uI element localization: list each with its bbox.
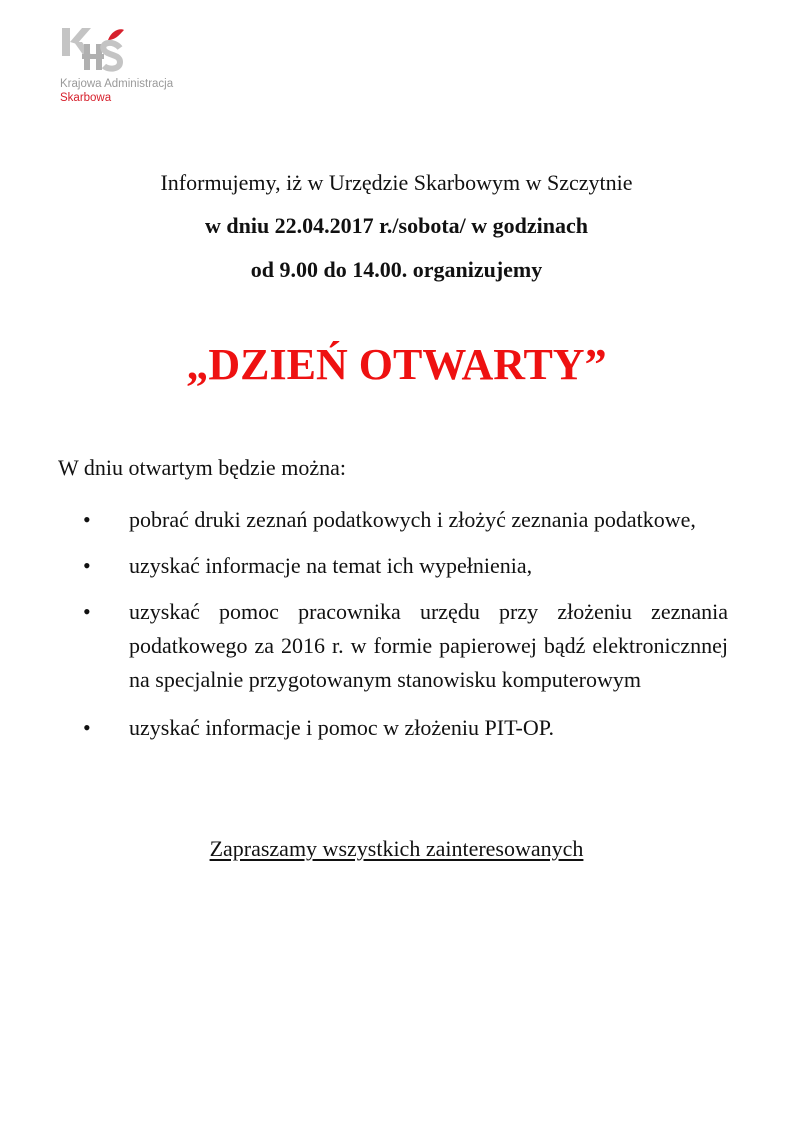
closing-invitation	[0, 838, 793, 860]
kas-logo-icon	[58, 26, 128, 74]
list-item	[58, 503, 728, 537]
intro-line-3-hours: od 9.00 do 14.00. organizujemy	[250, 257, 543, 282]
intro-line-2-date: w dniu 22.04.2017 r./sobota/ w godzinach	[204, 213, 589, 238]
list-item	[58, 595, 728, 697]
list-item-text: uzyskać informacje i pomoc w złożeniu PIT-OP.	[129, 715, 555, 740]
list-lead: W dniu otwartym będzie można:	[58, 455, 346, 480]
list-item-text: uzyskać informacje na temat ich wypełnienia,	[129, 553, 533, 578]
bullet-icon: •	[83, 507, 91, 532]
intro-line-1: Informujemy, iż w Urzędzie Skarbowym w Szczytnie	[160, 170, 633, 195]
kas-logo	[58, 26, 208, 106]
bullet-icon: •	[83, 553, 91, 578]
logo-text-line2: Skarbowa	[60, 92, 112, 104]
list-item	[58, 711, 728, 745]
closing-invitation-text: Zapraszamy wszystkich zainteresowanych	[209, 836, 584, 861]
list-item-text: pobrać druki zeznań podatkowych i złożyć zeznania podatkowe,	[129, 507, 696, 532]
logo-text-line1: Krajowa Administracja	[60, 78, 174, 90]
list-item-text: uzyskać pomoc pracownika urzędu przy złożeniu zeznania podatkowego za 2016 r. w formie papierowej bądź elektronicznnej na specjalnie przygotowanym stanowisku komputerowym	[129, 599, 728, 692]
headline-open-day: „DZIEŃ OTWARTY”	[186, 340, 607, 389]
bullet-icon: •	[83, 599, 91, 624]
list-item	[58, 549, 728, 583]
bullet-icon: •	[83, 715, 91, 740]
activities-list	[58, 503, 728, 745]
